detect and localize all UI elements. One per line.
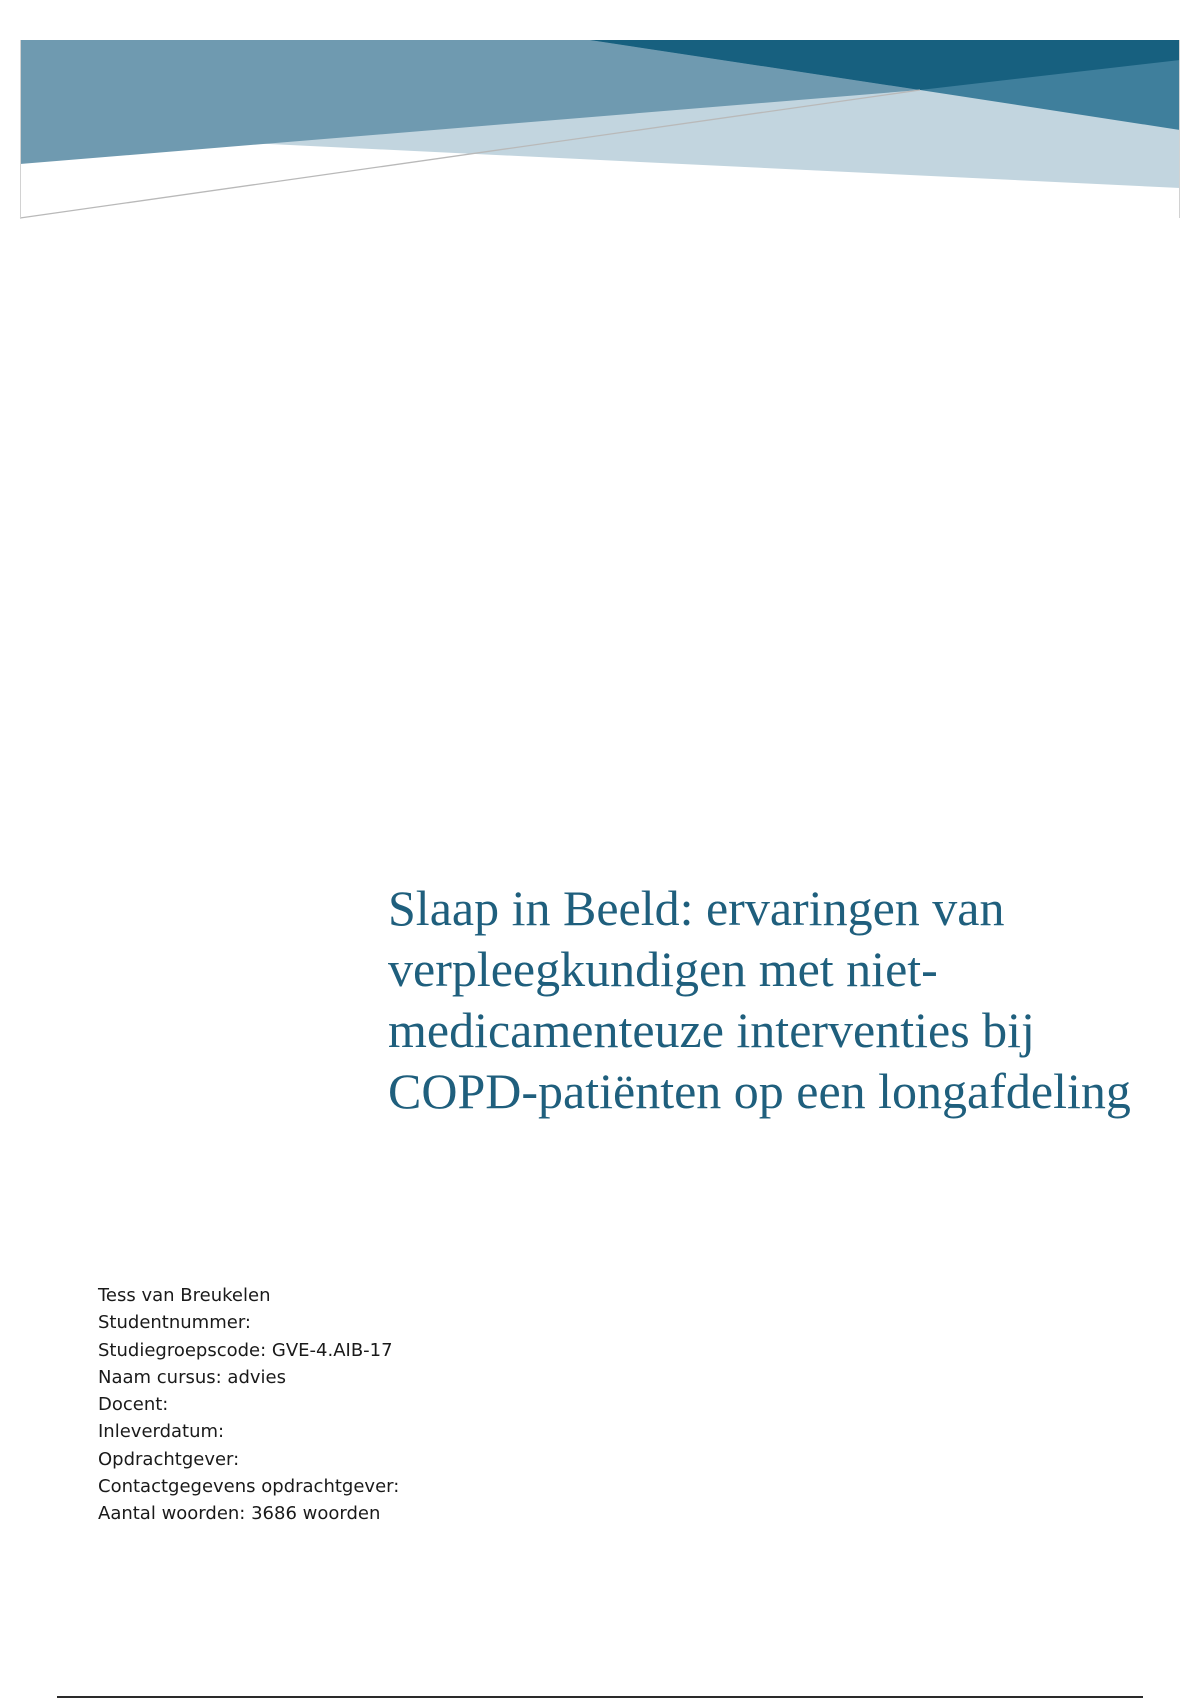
study-group-code: Studiegroepscode: GVE-4.AIB-17 <box>98 1339 393 1361</box>
footer-rule <box>57 1696 1143 1698</box>
word-count: Aantal woorden: 3686 woorden <box>98 1503 381 1525</box>
document-title <box>388 878 1178 1122</box>
student-number: Studentnummer: <box>98 1312 251 1334</box>
title-line: COPD-patiënten op een longafdeling <box>388 1063 1131 1119</box>
title-line: Slaap in Beeld: ervaringen van <box>388 880 1005 936</box>
header-banner-graphic <box>0 0 1200 240</box>
due-date: Inleverdatum: <box>98 1421 225 1443</box>
teacher: Docent: <box>98 1394 169 1416</box>
title-line: medicamenteuze interventies bij <box>388 1002 1035 1058</box>
course-name: Naam cursus: advies <box>98 1366 286 1388</box>
client-contact: Contactgegevens opdrachtgever: <box>98 1476 400 1498</box>
header-banner <box>0 0 1200 240</box>
client: Opdrachtgever: <box>98 1448 240 1470</box>
title-line: verpleegkundigen met niet- <box>388 941 938 997</box>
author-name: Tess van Breukelen <box>98 1285 271 1306</box>
document-meta <box>98 1282 698 1528</box>
